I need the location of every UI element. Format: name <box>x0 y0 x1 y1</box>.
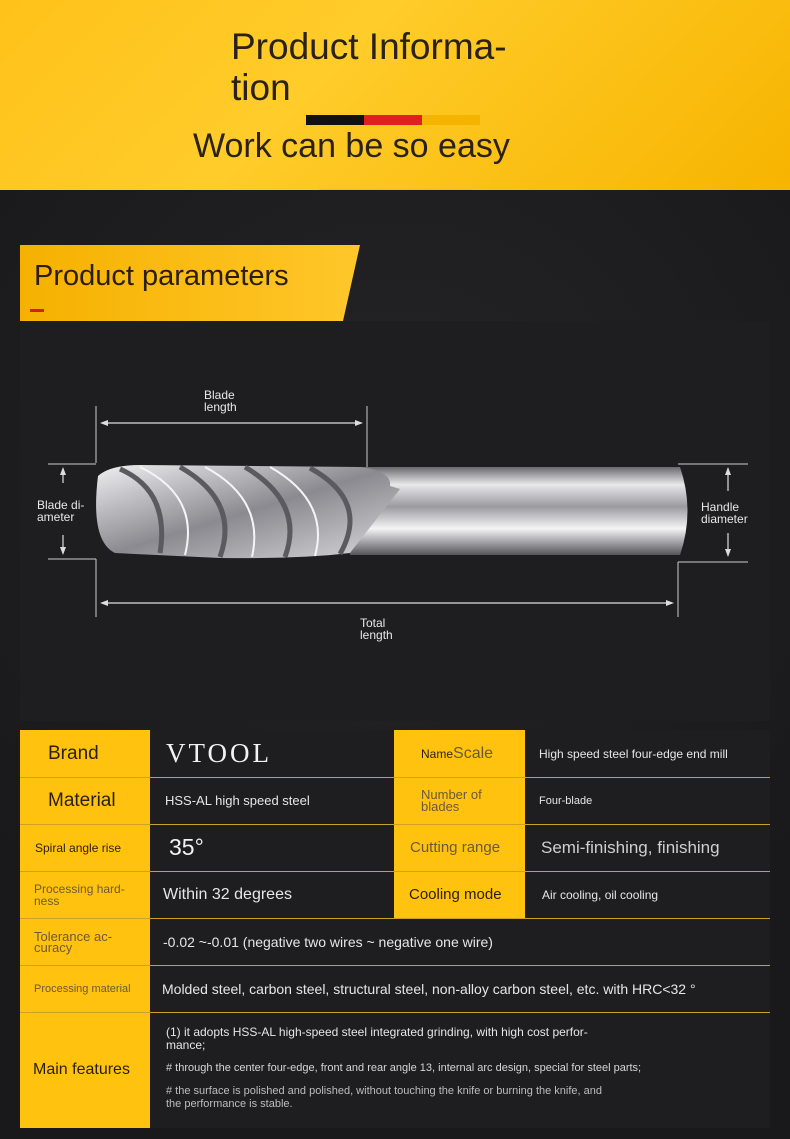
cutting-value: Semi-finishing, finishing <box>525 824 770 871</box>
blades-value: Four-blade <box>525 777 770 824</box>
cooling-value: Air cooling, oil cooling <box>525 871 770 918</box>
spiral-value: 35° <box>150 824 394 871</box>
feature-3 <box>166 1085 602 1111</box>
total-length-label-line-1: Total <box>360 616 386 630</box>
hardness-value: Within 32 degrees <box>150 871 394 918</box>
blades-label <box>394 777 525 824</box>
total-length-label <box>360 617 393 641</box>
section-title: Product parameters <box>34 260 289 292</box>
blade-diameter-label <box>37 499 84 523</box>
hardness-label-line-2: ness <box>34 893 60 908</box>
row-divider <box>20 1012 770 1013</box>
features-value <box>150 1012 770 1128</box>
feature-1-line-1: (1) it adopts HSS-AL high-speed steel integrated grinding, with high cost perfor- <box>166 1025 588 1039</box>
row-divider <box>20 918 770 919</box>
spiral-label: Spiral angle rise <box>20 824 150 871</box>
handle-diameter-label-line-1: Handle <box>701 500 740 514</box>
row-divider <box>20 871 770 872</box>
row-divider <box>20 965 770 966</box>
page-subtitle: Work can be so easy <box>193 127 510 165</box>
cutting-label: Cutting range <box>394 824 525 871</box>
tolerance-value: -0.02 ~-0.01 (negative two wires ~ negative one wire) <box>150 918 770 965</box>
blades-label-line-2: blades <box>421 798 460 814</box>
feature-1 <box>166 1026 588 1052</box>
proc-material-label: Processing material <box>20 965 150 1012</box>
hardness-label <box>20 871 150 918</box>
name-label <box>394 730 525 777</box>
blade-length-label-line-1: Blade <box>204 388 235 402</box>
tolerance-label-line-1: Tolerance ac- <box>34 928 113 944</box>
page-title <box>231 26 551 108</box>
blade-diameter-label-line-2: ameter <box>37 510 75 524</box>
row-divider <box>20 777 770 778</box>
total-length-label-line-2: length <box>360 628 393 642</box>
stripe-red <box>364 115 422 125</box>
name-value: High speed steel four-edge end mill <box>525 730 770 777</box>
page-title-line-2: tion <box>231 67 291 108</box>
brand-value: VTOOL <box>150 730 394 777</box>
handle-diameter-label <box>701 501 748 525</box>
handle-diameter-label-line-2: diameter <box>701 512 748 526</box>
blade-length-label-line-2: length <box>204 400 237 414</box>
stripe-gold <box>422 115 480 125</box>
hardness-label-line-1: Processing hard- <box>34 881 125 896</box>
material-label: Material <box>20 777 150 824</box>
blades-label-line-1: Number of <box>421 786 482 802</box>
section-accent <box>30 309 44 312</box>
brand-label: Brand <box>20 730 150 777</box>
tolerance-label <box>20 918 150 965</box>
cooling-label: Cooling mode <box>394 871 525 918</box>
name-label-b: Scale <box>453 744 494 762</box>
material-value: HSS-AL high speed steel <box>150 777 394 824</box>
feature-2: # through the center four-edge, front and rear angle 13, internal arc design, special for steel parts; <box>166 1062 642 1074</box>
end-mill-illustration <box>20 321 770 721</box>
name-label-a: Name <box>421 746 454 761</box>
stripe-black <box>306 115 364 125</box>
blade-length-label <box>204 389 237 413</box>
feature-3-line-2: the performance is stable. <box>166 1098 293 1110</box>
blade-diameter-label-line-1: Blade di- <box>37 498 85 512</box>
tool-diagram <box>20 321 770 721</box>
tolerance-label-line-2: curacy <box>34 939 73 955</box>
page-title-line-1: Product Informa- <box>231 26 507 67</box>
features-label: Main features <box>20 1012 150 1128</box>
proc-material-value: Molded steel, carbon steel, structural steel, non-alloy carbon steel, etc. with HRC<32 ° <box>150 965 770 1012</box>
feature-1-line-2: mance; <box>166 1038 206 1052</box>
row-divider <box>20 824 770 825</box>
feature-3-line-1: # the surface is polished and polished, without touching the knife or burning the knife, and <box>166 1085 603 1097</box>
